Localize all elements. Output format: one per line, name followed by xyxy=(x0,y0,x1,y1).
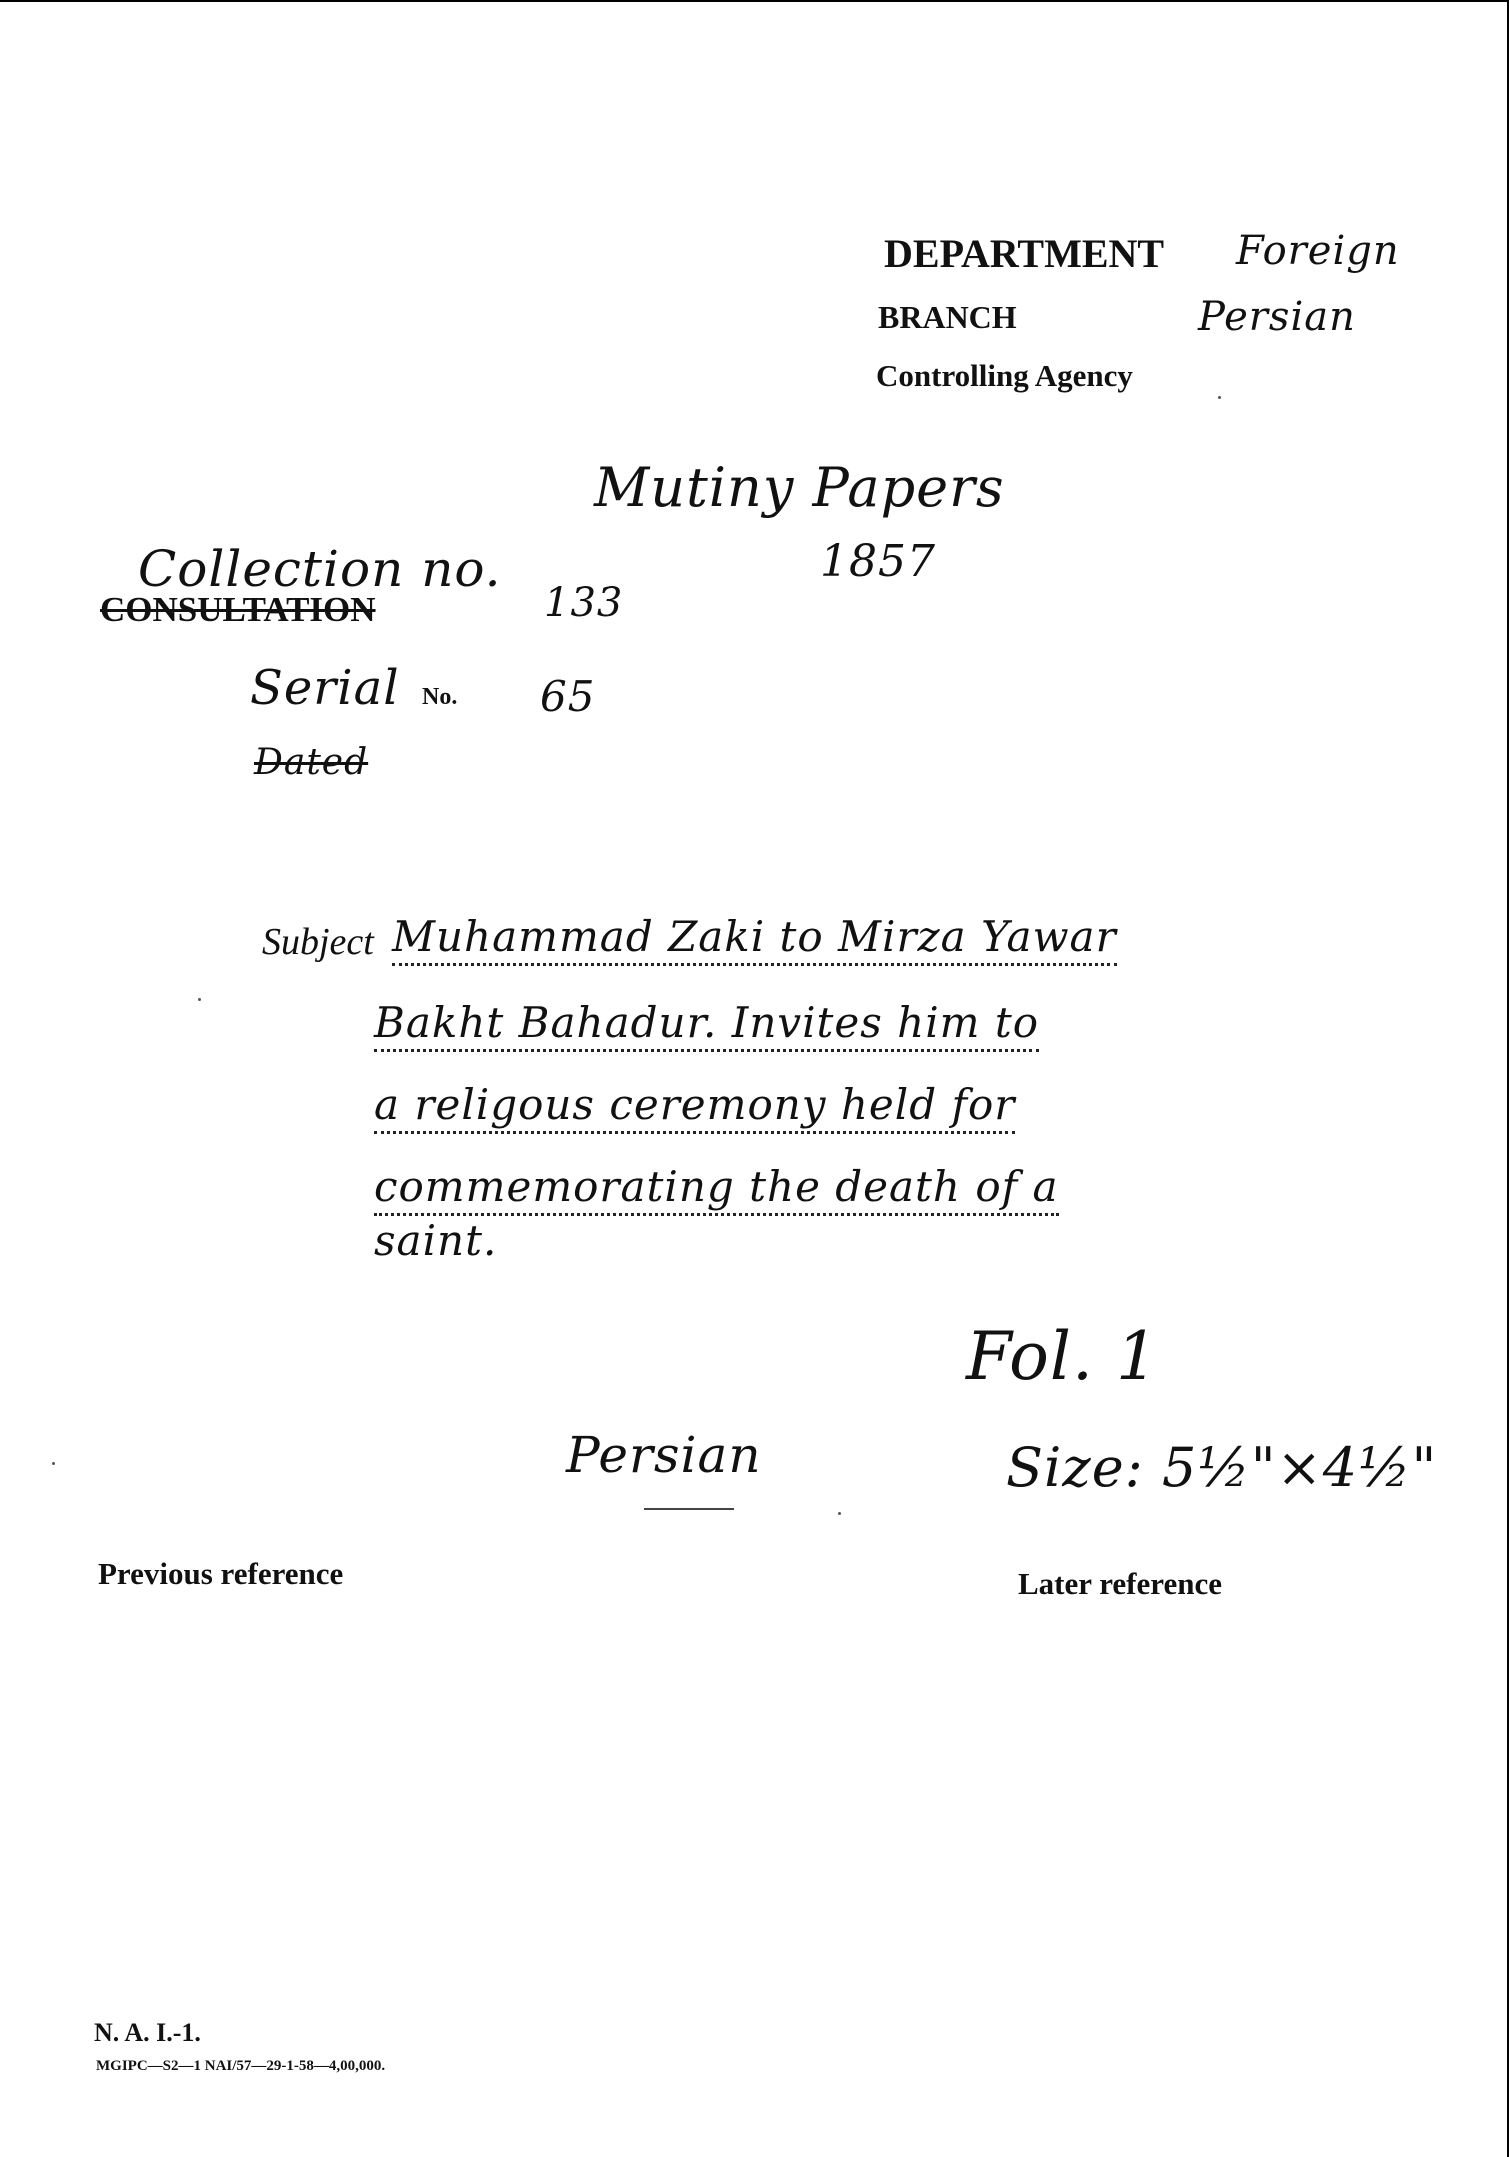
collection-title: Mutiny Papers xyxy=(594,456,1005,519)
branch-label: BRANCH xyxy=(878,299,1017,335)
branch-value: Persian xyxy=(1198,294,1356,340)
collection-no-label: Collection no. xyxy=(138,540,502,598)
form-code: N. A. I.-1. xyxy=(94,2018,201,2047)
size-annotation: Size: 5½"×4½" xyxy=(1006,1436,1438,1499)
language-annotation: Persian xyxy=(566,1426,762,1484)
subject-line-1: Muhammad Zaki to Mirza Yawar xyxy=(392,912,1117,966)
previous-reference-label: Previous reference xyxy=(98,1556,344,1591)
language-underline xyxy=(644,1508,734,1510)
consultation-label-struck: CONSULTATION xyxy=(100,590,376,629)
scan-speck xyxy=(838,1512,841,1515)
folio-annotation: Fol. 1 xyxy=(966,1318,1159,1395)
scan-speck xyxy=(52,1462,55,1465)
controlling-agency-label: Controlling Agency xyxy=(876,358,1133,393)
scan-speck xyxy=(198,998,201,1001)
serial-no-label: No. xyxy=(422,684,458,710)
serial-label: Serial xyxy=(250,660,400,716)
subject-line-4: commemorating the death of a xyxy=(374,1162,1059,1216)
scan-speck xyxy=(1218,396,1221,399)
department-value: Foreign xyxy=(1236,228,1400,274)
subject-line-2: Bakht Bahadur. Invites him to xyxy=(374,998,1039,1052)
subject-line-5: saint. xyxy=(374,1216,498,1265)
print-line: MGIPC—S2—1 NAI/57—29-1-58—4,00,000. xyxy=(96,2058,386,2074)
collection-number: 133 xyxy=(544,580,624,626)
collection-year: 1857 xyxy=(820,536,936,587)
subject-label: Subject xyxy=(262,921,374,963)
serial-number: 65 xyxy=(540,672,596,721)
later-reference-label: Later reference xyxy=(1018,1566,1222,1601)
subject-line-3: a religous ceremony held for xyxy=(374,1080,1015,1134)
department-label: DEPARTMENT xyxy=(884,231,1165,276)
dated-label-struck: Dated xyxy=(254,742,369,783)
